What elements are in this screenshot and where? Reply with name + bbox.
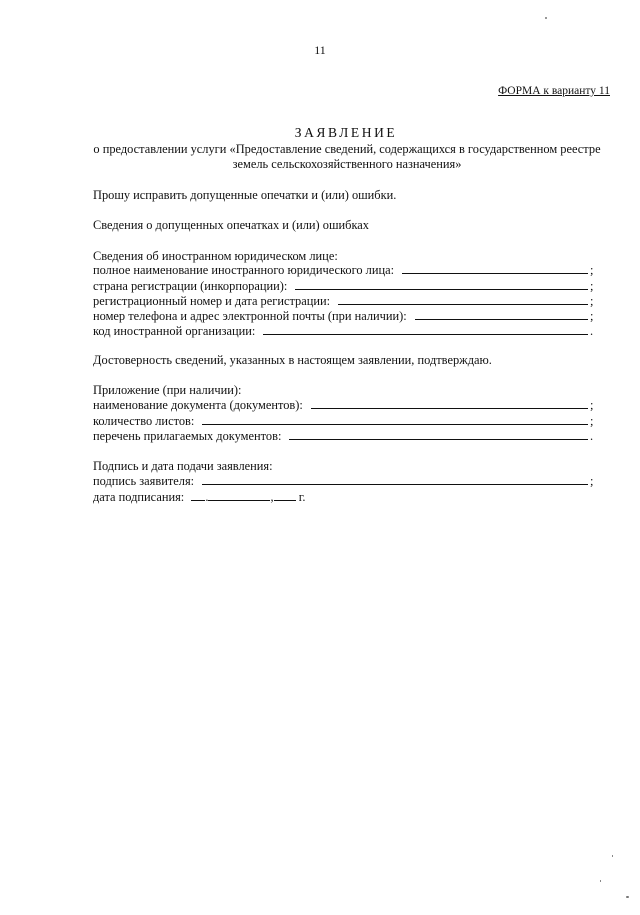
- row-terminator: ;: [590, 294, 594, 308]
- reg-number-field[interactable]: [338, 295, 588, 305]
- attachments-heading: Приложение (при наличии):: [93, 383, 242, 397]
- scan-speck: [545, 17, 547, 19]
- errors-info-text: Сведения о допущенных опечатках и (или) ошибках: [93, 218, 369, 232]
- row-terminator: .: [590, 429, 594, 443]
- doc-name-row: [93, 399, 596, 411]
- row-terminator: ;: [590, 309, 594, 323]
- scan-speck: [626, 896, 629, 898]
- year-field[interactable]: [274, 491, 296, 501]
- month-field[interactable]: [208, 491, 270, 501]
- signature-row: [93, 475, 596, 487]
- doc-name-label: наименование документа (документов):: [93, 398, 303, 412]
- full-name-label: полное наименование иностранного юридического лица:: [93, 263, 395, 277]
- form-reference: ФОРМА к варианту 11: [498, 85, 610, 97]
- date-row: [93, 491, 305, 503]
- full-name-row: [93, 264, 596, 276]
- doc-list-label: перечень прилагаемых документов:: [93, 429, 282, 443]
- country-field[interactable]: [295, 280, 588, 290]
- row-terminator: ;: [590, 398, 594, 412]
- sheet-count-row: [93, 415, 596, 427]
- doc-list-row: [93, 430, 596, 442]
- row-terminator: .: [590, 324, 594, 338]
- contacts-field[interactable]: [415, 310, 588, 320]
- date-separator: ,: [270, 490, 274, 504]
- day-field[interactable]: [191, 491, 205, 501]
- org-code-label: код иностранной организации:: [93, 324, 256, 338]
- full-name-field[interactable]: [402, 264, 588, 274]
- sheet-count-label: количество листов:: [93, 414, 195, 428]
- date-separator: .: [205, 490, 209, 504]
- org-code-field[interactable]: [263, 325, 588, 335]
- sheet-count-field[interactable]: [202, 415, 588, 425]
- signature-label: подпись заявителя:: [93, 474, 195, 488]
- signature-heading: Подпись и дата подачи заявления:: [93, 459, 273, 473]
- foreign-entity-heading: Сведения об иностранном юридическом лице:: [93, 249, 338, 263]
- reg-number-label: регистрационный номер и дата регистрации:: [93, 294, 331, 308]
- reg-number-row: [93, 295, 596, 307]
- org-code-row: [93, 325, 596, 337]
- doc-list-field[interactable]: [289, 430, 588, 440]
- country-label: страна регистрации (инкорпорации):: [93, 279, 288, 293]
- document-subtitle: о предоставлении услуги «Предоставление сведений, содержащихся в государственном реестре земель сельскохозяйственного назначения»: [93, 142, 601, 171]
- scan-speck: [612, 855, 613, 857]
- doc-name-field[interactable]: [311, 399, 588, 409]
- row-terminator: ;: [590, 414, 594, 428]
- signature-field[interactable]: [202, 475, 588, 485]
- document-title: ЗАЯВЛЕНИЕ: [294, 125, 398, 140]
- row-terminator: ;: [590, 263, 594, 277]
- year-suffix: г.: [298, 490, 306, 504]
- contacts-row: [93, 310, 596, 322]
- contacts-label: номер телефона и адрес электронной почты (при наличии):: [93, 309, 407, 323]
- scan-speck: [600, 880, 601, 882]
- confirmation-text: Достоверность сведений, указанных в настоящем заявлении, подтверждаю.: [93, 353, 492, 367]
- country-row: [93, 280, 596, 292]
- row-terminator: ;: [590, 279, 594, 293]
- date-label: дата подписания:: [93, 490, 185, 504]
- request-text: Прошу исправить допущенные опечатки и (или) ошибки.: [93, 188, 397, 202]
- page-number: 11: [314, 43, 326, 57]
- row-terminator: ;: [590, 474, 594, 488]
